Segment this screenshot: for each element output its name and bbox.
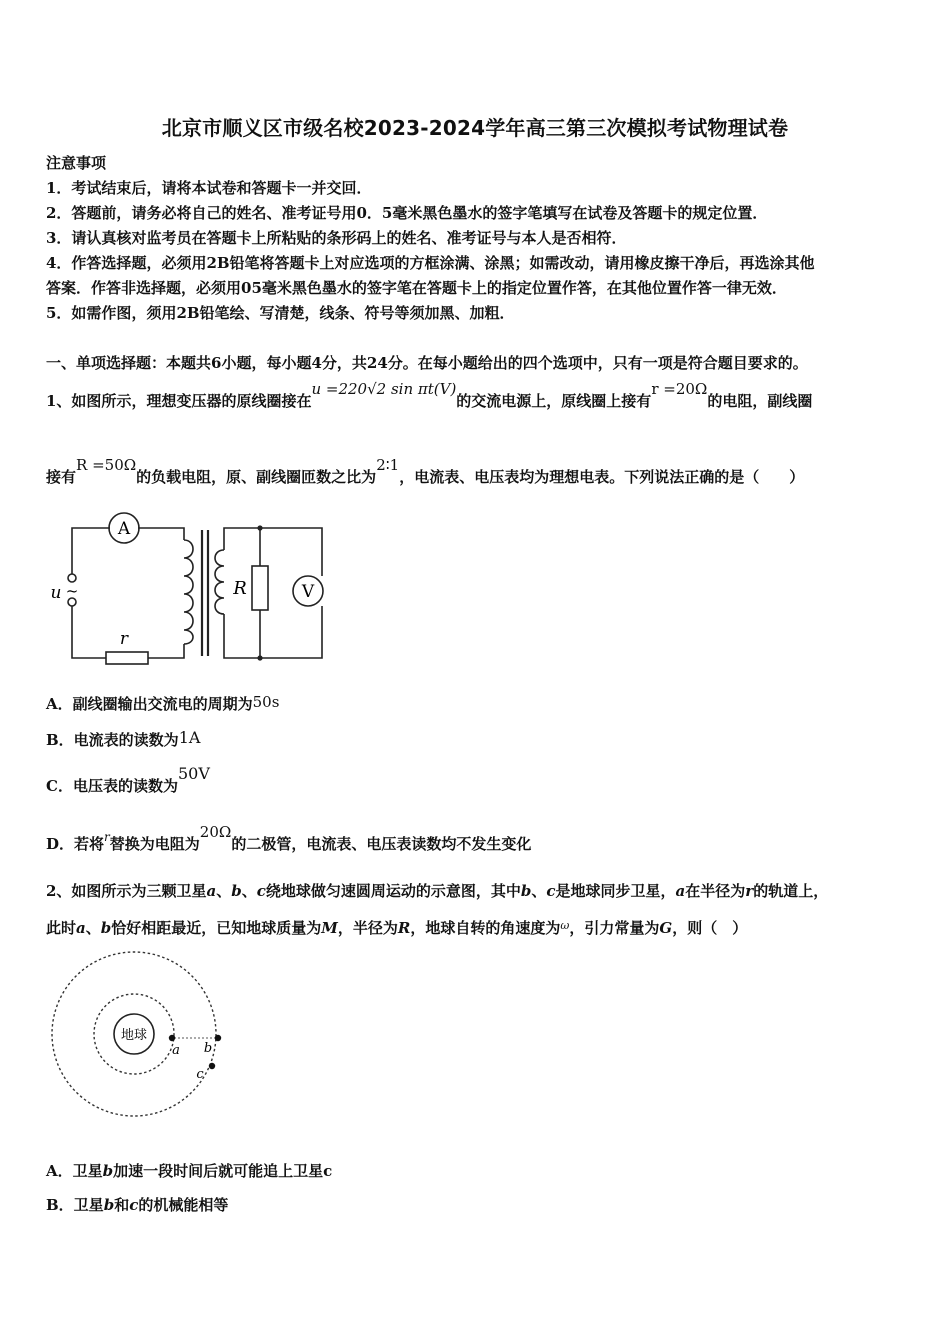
q2-text: ，地球自转的角速度为 — [410, 919, 561, 937]
option-var: b — [103, 1196, 115, 1214]
q2-text: 此时 — [46, 919, 77, 937]
q2-text: 恰好相距最近，已知地球质量为 — [111, 919, 322, 937]
q2-text: 在半径为 — [685, 882, 746, 900]
option-text: 替换为电阻为 — [109, 835, 200, 853]
satellite-b-label: b — [203, 1041, 213, 1056]
q2-var: M — [321, 919, 338, 937]
small-resistor-label: r — [119, 629, 129, 649]
transformer-circuit-figure — [44, 506, 344, 668]
satellite-c-label: c — [196, 1067, 204, 1082]
option-text: A．副线圈输出交流电的周期为 — [46, 695, 253, 713]
small-resistor-box — [106, 652, 148, 664]
option-value: 50s — [252, 693, 280, 711]
option-text: 的二极管，电流表、电压表读数均不发生变化 — [231, 835, 532, 853]
q1-small-resistor: r =20Ω — [651, 380, 708, 398]
voltmeter-label: V — [301, 582, 315, 602]
q2-text: 、 — [531, 882, 547, 900]
primary-coil — [184, 540, 193, 644]
q1-voltage-formula: u =220√2 sin πt(V) — [311, 380, 457, 398]
q2-var: R — [397, 919, 411, 937]
q2-var: b — [100, 919, 112, 937]
q2-text: 、 — [216, 882, 232, 900]
option-text: 和 — [114, 1196, 130, 1214]
satellite-a — [169, 1035, 175, 1041]
q2-var: b — [520, 882, 532, 900]
note-item-5: 5．如需作图，须用2B铅笔绘、写清楚，线条、符号等须加黑、加粗． — [46, 304, 515, 322]
section-heading: 一、单项选择题：本题共6小题，每小题4分，共24分。在每小题给出的四个选项中，只有一项是符合题目要求的。 — [46, 354, 808, 372]
ac-source-symbol: ~ — [65, 582, 79, 600]
option-value: 50V — [177, 764, 210, 783]
option-text: 加速一段时间后就可能追上卫星 — [113, 1162, 324, 1180]
primary-wire-bottom-right — [148, 644, 184, 658]
q2-text: 、 — [241, 882, 257, 900]
q2-text: 是地球同步卫星， — [555, 882, 676, 900]
option-text: 的机械能相等 — [138, 1196, 229, 1214]
ammeter-label: A — [117, 519, 131, 539]
q1-text: 的交流电源上，原线圈上接有 — [456, 392, 652, 410]
satellite-c — [209, 1063, 215, 1069]
option-var: c — [129, 1196, 139, 1214]
note-item-3: 3．请认真核对监考员在答题卡上所粘贴的条形码上的姓名、准考证号与本人是否相符． — [46, 229, 627, 247]
q2-var: b — [231, 882, 242, 900]
q2-text: ，半径为 — [337, 919, 398, 937]
q2-var: a — [76, 919, 86, 937]
q1-option-c — [46, 764, 210, 796]
q1-text: 的负载电阻，原、副线圈匝数之比为 — [136, 468, 377, 486]
option-text: B．电流表的读数为 — [46, 731, 179, 749]
option-text: C．电压表的读数为 — [46, 777, 178, 795]
q1-text: 的电阻，副线圈 — [707, 392, 813, 410]
q2-line-1 — [46, 880, 828, 901]
q2-option-a — [46, 1160, 332, 1181]
q2-var: a — [206, 882, 217, 900]
satellite-orbit-figure — [44, 948, 234, 1128]
secondary-wire-top — [224, 528, 322, 576]
option-text: A．卫星 — [46, 1162, 103, 1180]
option-value: 20Ω — [199, 823, 232, 841]
load-resistor-label: R — [233, 578, 247, 599]
q1-text: ，电流表、电压表均为理想电表。下列说法正确的是（ ） — [399, 468, 805, 486]
junction-dot — [257, 525, 262, 530]
junction-dot — [257, 655, 262, 660]
q1-text: 接有 — [46, 468, 77, 486]
source-voltage-label: u — [50, 583, 62, 603]
q1-turns-ratio: 2∶1 — [376, 456, 400, 474]
option-value: 1A — [178, 728, 201, 747]
secondary-coil — [215, 550, 224, 614]
q2-text: 绕地球做匀速圆周运动的示意图，其中 — [265, 882, 521, 900]
source-terminal-top — [68, 574, 76, 582]
q1-line-2 — [46, 456, 805, 487]
notes-heading: 注意事项 — [46, 154, 107, 172]
primary-wire-top-left — [72, 528, 110, 574]
q2-text: ，则（ ） — [672, 919, 748, 937]
q1-text: 1、如图所示，理想变压器的原线圈接在 — [46, 392, 312, 410]
primary-wire-top-right — [138, 528, 184, 540]
q1-option-d — [46, 823, 532, 854]
q2-text: 的轨道上， — [753, 882, 829, 900]
note-item-4-cont: 答案．作答非选择题，必须用05毫米黑色墨水的签字笔在答题卡上的指定位置作答，在其他位置作答一律无效． — [46, 279, 787, 297]
note-item-4: 4．作答选择题，必须用2B铅笔将答题卡上对应选项的方框涂满、涂黑；如需改动，请用橡皮擦干净后，再选涂其他 — [46, 254, 815, 272]
option-text: D．若将 — [46, 835, 105, 853]
q1-load-resistor: R =50Ω — [76, 456, 137, 474]
load-resistor-box — [252, 566, 268, 610]
q2-var: ω — [560, 919, 570, 932]
option-var: c — [323, 1162, 333, 1180]
q2-option-b — [46, 1194, 228, 1215]
q2-text: 2、如图所示为三颗卫星 — [46, 882, 207, 900]
note-item-2: 2．答题前，请务必将自己的姓名、准考证号用0．5毫米黑色墨水的签字笔填写在试卷及答题卡的规定位置． — [46, 204, 768, 222]
q2-var: a — [675, 882, 686, 900]
q2-text: ，引力常量为 — [569, 919, 660, 937]
note-item-1: 1．考试结束后，请将本试卷和答题卡一并交回． — [46, 179, 372, 197]
earth-label: 地球 — [120, 1028, 148, 1043]
satellite-a-label: a — [172, 1043, 180, 1058]
q2-line-2 — [46, 917, 747, 938]
q2-var: c — [546, 882, 556, 900]
secondary-wire-bottom — [224, 606, 322, 658]
page-title: 北京市顺义区市级名校2023-2024学年高三第三次模拟考试物理试卷 — [161, 116, 789, 140]
primary-wire-bottom-left — [72, 604, 106, 658]
q2-var: c — [256, 882, 266, 900]
q2-text: 、 — [85, 919, 101, 937]
q1-line-1 — [46, 380, 813, 411]
option-var: b — [102, 1162, 114, 1180]
q1-option-b — [46, 729, 200, 750]
q2-var: G — [659, 919, 673, 937]
option-text: B．卫星 — [46, 1196, 104, 1214]
q1-option-a — [46, 693, 279, 714]
q2-var: r — [745, 882, 754, 900]
satellite-b — [215, 1035, 221, 1041]
option-symbol: r — [104, 830, 110, 844]
